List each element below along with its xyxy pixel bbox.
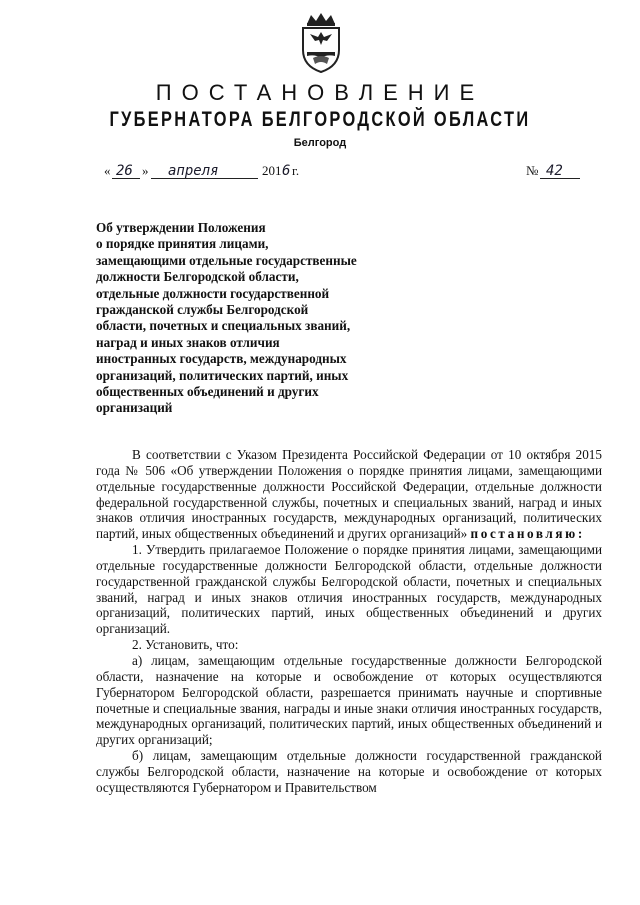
day-underline <box>112 178 140 179</box>
item-2a-paragraph: а) лицам, замещающим отдельные государственные должности Белгородской области, назначение на которые и освобождение от которых осуществляются Губернатором Белгородской области, разрешается принимать научные и спортивные почетные и специальные звания, награды и иные знаки отличия иностранных государств, международных организаций, политических партий, иных общественных объединений и других организаций; <box>96 652 602 748</box>
month-underline <box>162 178 258 179</box>
title-line: о порядке принятия лицами, <box>96 236 269 252</box>
date-open-quote: « <box>104 163 111 178</box>
city-label: Белгород <box>293 137 347 149</box>
date-year-prefix: 201 <box>262 163 282 178</box>
document-type-heading: ПОСТАНОВЛЕНИЕ <box>155 80 485 105</box>
title-line: отдельные должности государственной <box>96 285 330 301</box>
title-line: организаций <box>96 400 173 416</box>
date-day: 26 <box>116 163 133 179</box>
title-line: наград и иных знаков отличия <box>96 334 280 350</box>
decree-word: постановляю: <box>470 526 585 542</box>
document-number: 42 <box>546 163 563 179</box>
item-1-paragraph: 1. Утвердить прилагаемое Положение о порядке принятия лицами, замещающими отдельные государственные должности Белгородской области, отдельные должности государственной гражданской службы Белгородской области, почетных и специальных званий, наград и иных знаков отличия иностранных государств, международных организаций, политических партий, иных общественных объединений и других организаций. <box>96 542 602 637</box>
title-line: области, почетных и специальных званий, <box>96 318 351 334</box>
issuer-heading: ГУБЕРНАТОРА БЕЛГОРОДСКОЙ ОБЛАСТИ <box>109 108 531 131</box>
document-title <box>96 220 396 417</box>
date-year-digit: 6 <box>282 163 291 179</box>
item-2-paragraph: 2. Установить, что: <box>132 637 239 653</box>
item-2b-paragraph: б) лицам, замещающим отдельные должности государственной гражданской службы Белгородской области, назначение на которые и освобождение от которых осуществляются Губернатором и Правительством <box>96 748 602 795</box>
preamble-paragraph <box>96 447 602 542</box>
title-line: Об утверждении Положения <box>96 220 266 235</box>
title-line: общественных объединений и других <box>96 384 319 400</box>
number-label: № <box>526 163 539 178</box>
date-close-quote: » <box>142 163 149 178</box>
title-line: организаций, политических партий, иных <box>96 367 349 383</box>
title-line: замещающими отдельные государственные <box>96 252 357 268</box>
title-line: гражданской службы Белгородской <box>96 302 309 318</box>
date-number-line <box>96 163 596 183</box>
number-underline <box>540 178 580 179</box>
preamble-text: В соответствии с Указом Президента Российской Федерации от 10 октября 2015 года № 506 «Об утверждении Положения о порядке принятия лицами, замещающими отдельные государственные должности Российской Федерации, отдельные должности федеральной государственной службы, почетных и специальных званий, наград и иных знаков отличия иностранных государств, международных организаций, политических партий, иных общественных объединений и других организаций» <box>96 447 602 542</box>
document-body <box>96 447 602 796</box>
date-year-suffix: г. <box>292 163 300 178</box>
title-line: иностранных государств, международных <box>96 351 347 367</box>
belgorod-coat-of-arms-icon <box>297 10 345 74</box>
date-month: апреля <box>168 163 219 179</box>
title-line: должности Белгородской области, <box>96 269 299 285</box>
